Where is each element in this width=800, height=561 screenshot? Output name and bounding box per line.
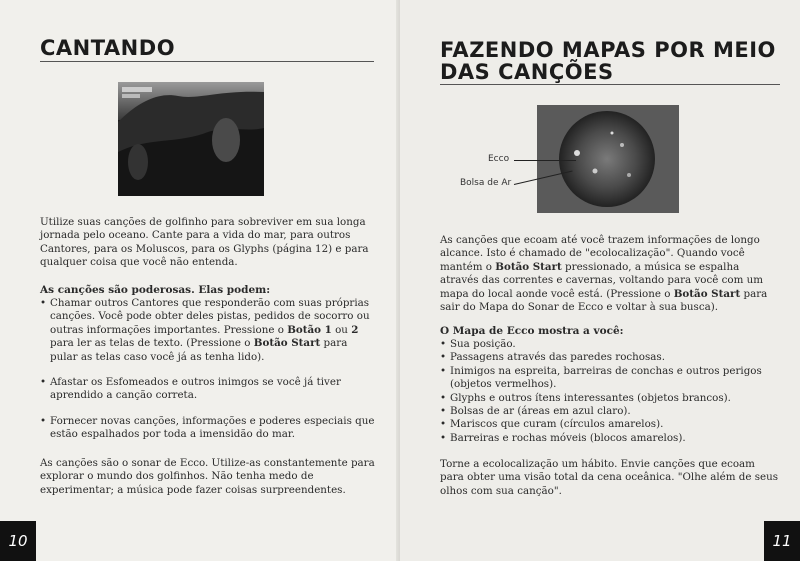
- right-page-title-line2: DAS CANÇÕES: [440, 60, 614, 84]
- list-item: • Barreiras e rochas móveis (blocos amarelos).: [440, 432, 780, 445]
- left-page-title: CANTANDO: [40, 36, 176, 60]
- list-item: • Chamar outros Cantores que responderão com suas próprias canções. Você pode obter deles pistas, pedidos de socorro ou outras informações importantes. Pressione o Botão 1 ou 2 para ler as telas de texto. (Pressione o Botão Start para pular as telas caso você já as tenha lido).: [40, 297, 375, 364]
- section-heading-map: O Mapa de Ecco mostra a você:: [440, 325, 624, 337]
- map-features-list: [440, 338, 780, 445]
- label-ecco: Ecco: [488, 154, 510, 164]
- list-item: • Afastar os Esfomeados e outros inimgos se você já tiver aprendido a canção correta.: [40, 376, 375, 403]
- title-rule: [440, 84, 780, 85]
- sonar-map-screenshot: [537, 105, 679, 213]
- list-item: • Inimigos na espreita, barreiras de conchas e outros perigos (objetos vermelhos).: [440, 365, 780, 392]
- page-number: 10: [0, 521, 36, 561]
- list-item: • Bolsas de ar (áreas em azul claro).: [440, 405, 780, 418]
- list-item: • Fornecer novas canções, informações e poderes especiais que estão espalhados por toda a imensidão do mar.: [40, 415, 375, 442]
- list-item: • Mariscos que curam (círculos amarelos).: [440, 418, 780, 431]
- powers-list: [40, 297, 375, 364]
- list-item: • Passagens através das paredes rochosas.: [440, 351, 780, 364]
- list-item: • Sua posição.: [440, 338, 780, 351]
- powers-list-2: [40, 376, 375, 403]
- list-item: • Glyphs e outros ítens interessantes (objetos brancos).: [440, 392, 780, 405]
- page-number: 11: [764, 521, 800, 561]
- game-screenshot-singing: [118, 82, 264, 196]
- intro-paragraph: Utilize suas canções de golfinho para sobreviver em sua longa jornada pelo oceano. Cante para a vida do mar, para outros Cantores, para os Moluscos, para os Glyphs (página 12) e para qualquer coisa que você não entenda.: [40, 216, 369, 269]
- label-bolsa-de-ar: Bolsa de Ar: [460, 178, 512, 188]
- title-rule: [40, 61, 374, 62]
- powers-list-3: [40, 415, 375, 442]
- echolocation-paragraph: As canções que ecoam até você trazem informações de longo alcance. Isto é chamado de "ecolocalização". Quando você mantém o Botão Start pressionado, a música se espalha através das correntes e cavernas, voltando para você com um mapa do local aonde você está. (Pressione o Botão Start para sair do Mapa do Sonar de Ecco e voltar à sua busca).: [440, 234, 768, 314]
- section-heading-powers: As canções são poderosas. Elas podem:: [40, 284, 271, 296]
- right-outro-paragraph: Torne a ecolocalização um hábito. Envie canções que ecoam para obter uma visão total da cena oceânica. "Olhe além de seus olhos com sua canção".: [440, 458, 779, 497]
- right-page-title-line1: FAZENDO MAPAS POR MEIO: [440, 38, 776, 62]
- label-ecco-line: [514, 160, 576, 161]
- outro-paragraph: As canções são o sonar de Ecco. Utilize-as constantemente para explorar o mundo dos golfinhos. Não tenha medo de experimentar; a música pode fazer coisas surpreendentes.: [40, 457, 375, 496]
